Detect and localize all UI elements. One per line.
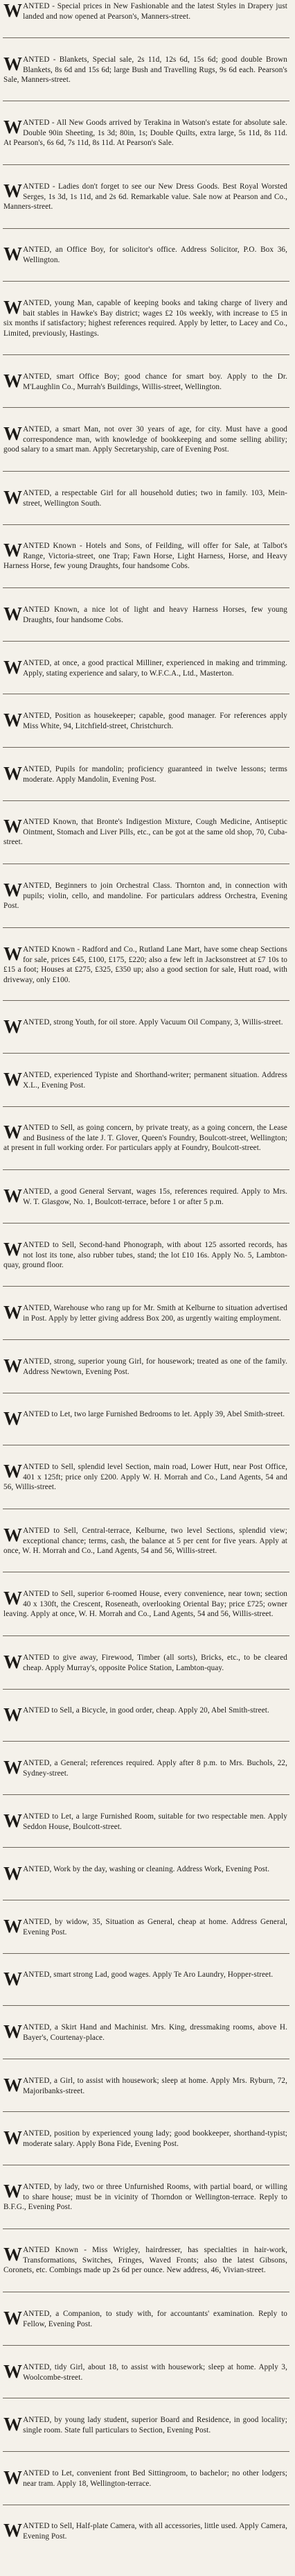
- column-rule: [3, 1847, 289, 1848]
- classified-ad: [3, 245, 287, 265]
- drop-initial: W: [3, 1653, 23, 1672]
- classified-ad: [3, 541, 287, 572]
- classified-ad: [3, 605, 287, 625]
- ad-text: ANTED, strong Youth, for oil store. Apply Vacuum Oil Company, 3, Willis-street.: [23, 1018, 283, 1027]
- ad-text: ANTED, a Skirt Hand and Machinist. Mrs. King, dressmaking rooms, above H. Bayer's, Courtenay-place.: [23, 2023, 287, 2042]
- drop-initial: W: [3, 1812, 23, 1831]
- drop-initial: W: [3, 245, 23, 264]
- ad-text: ANTED Known, a nice lot of light and heavy Harness Horses, few young Draughts, four handsome Cobs.: [23, 606, 287, 624]
- classified-ad: [3, 1409, 287, 1426]
- ad-text: ANTED - Special prices in New Fashionable and the latest Styles in Drapery just landed and now opened at Pearson's, Manners-street.: [23, 2, 287, 21]
- classified-ad: [3, 945, 287, 985]
- classified-ad: [3, 881, 287, 911]
- classified-ad: [3, 1070, 287, 1090]
- ad-text: ANTED to Let, two large Furnished Bedrooms to let. Apply 39, Abel Smith-street.: [23, 1410, 285, 1418]
- ad-text: ANTED - Ladies don't forget to see our New Dress Goods. Best Royal Worsted Serges, 1s 3d, 1s 11d, and 2s 6d. Remarkable value. Sale now at Pearson and Co., Manners-street.: [3, 182, 287, 212]
- drop-initial: W: [3, 1409, 23, 1426]
- column-rule: [3, 1741, 289, 1742]
- drop-initial: W: [3, 1706, 23, 1722]
- column-rule: [3, 281, 289, 282]
- classified-ad: [3, 1303, 287, 1323]
- ad-text: ANTED, young Man, capable of keeping books and taking charge of livery and bait stables in Hawke's Bay district; wages £2 10s weekly, with increase to £5 in six months if satisfactory; highest references required. Apply by letter, to Lacey and Co., Limited, previously, Hastings.: [3, 299, 287, 338]
- column-rule: [3, 2345, 289, 2346]
- classified-ad: [3, 1017, 287, 1034]
- classified-ad: [3, 2468, 287, 2489]
- classified-ad: [3, 658, 287, 678]
- ad-text: ANTED, Work by the day, washing or cleaning. Address Work, Evening Post.: [23, 1865, 270, 1873]
- drop-initial: W: [3, 764, 23, 784]
- drop-initial: W: [3, 1303, 23, 1323]
- drop-initial: W: [3, 658, 23, 678]
- ad-text: ANTED, smart strong Lad, good wages. Apply Te Aro Laundry, Hopper-street.: [23, 1970, 274, 1979]
- classified-ad: [3, 1812, 287, 1832]
- drop-initial: W: [3, 1917, 23, 1937]
- column-rule: [3, 2005, 289, 2006]
- ad-text: ANTED to Sell, superior 6-roomed House, every convenience, near town; section 40 x 130ft, the Crescent, Roseneath, overlooking Oriental Bay; price £725; owner leaving. Apply at once, W. H. Morrah and Co., Land Agents, 54 and 56, Willis-street.: [3, 1590, 287, 1619]
- classified-ad: [3, 2309, 287, 2329]
- classified-ad: [3, 298, 287, 338]
- ad-text: ANTED, position by experienced young lady; good bookkeeper, shorthand-typist; moderate salary. Apply Bona Fide, Evening Post.: [23, 2129, 287, 2148]
- classified-ad: [3, 2362, 287, 2382]
- classified-ad: [3, 2129, 287, 2149]
- drop-initial: W: [3, 55, 23, 74]
- drop-initial: W: [3, 1758, 23, 1778]
- column-rule: [3, 1794, 289, 1795]
- ad-text: ANTED Known - Hotels and Sons, of Feilding, will offer for Sale, at Talbot's Range, Victoria-street, one Trap; Fawn Horse, Light Harness, Horse, and Heavy Harness Horse, few young Draughts, four handsome Cobs.: [3, 542, 287, 571]
- column-rule: [3, 1000, 289, 1001]
- classified-ad: [3, 1526, 287, 1556]
- ad-text: ANTED, by widow, 35, Situation as General, cheap at home. Address General, Evening Post.: [23, 1918, 287, 1937]
- classified-ad: [3, 2521, 287, 2541]
- classified-ad: [3, 182, 287, 212]
- ad-text: ANTED, Pupils for mandolin; proficiency guaranteed in twelve lessons; terms moderate. Apply Mandolin, Evening Post.: [23, 765, 287, 784]
- ad-text: ANTED to Let, a large Furnished Room, suitable for two respectable men. Apply Seddon House, Boulcott-street.: [23, 1812, 287, 1831]
- ad-text: ANTED to Sell, as going concern, by private treaty, as a going concern, the Lease and Business of the late J. T. Glover, Queen's Foundry, Boulcott-street, Wellington; at present in full working order. For particulars apply at Foundry, Boulcott-street.: [3, 1124, 287, 1153]
- classified-ad: [3, 1970, 287, 1986]
- drop-initial: W: [3, 372, 23, 391]
- column-rule: [3, 1053, 289, 1054]
- drop-initial: W: [3, 541, 23, 560]
- drop-initial: W: [3, 118, 23, 137]
- ad-text: ANTED - Blankets, Special sale, 2s 11d, 12s 6d, 15s 6d; good double Brown Blankets, 8s 6d and 15s 6d; large Bush and Travelling Rugs, 9s 6d each. Pearson's Sale, Manners-street.: [3, 55, 287, 85]
- column-rule: [3, 228, 289, 229]
- drop-initial: W: [3, 605, 23, 624]
- classified-ad: [3, 2415, 287, 2435]
- ad-text: ANTED to Sell, Second-hand Phonograph, with about 125 assorted records, has not lost its tone, also rubber tubes, stand; the lot £10 16s. Apply No. 5, Lambton-quay, ground floor.: [3, 1241, 287, 1270]
- column-rule: [3, 164, 289, 165]
- ad-text: ANTED to Sell, splendid level Section, main road, Lower Hutt, near Post Office, 401 x 125ft; price only £200. Apply W. H. Morrah and Co., Land Agents, 54 and 56, Willis-street.: [3, 1463, 287, 1492]
- drop-initial: W: [3, 2521, 23, 2541]
- column-rule: [3, 2451, 289, 2452]
- drop-initial: W: [3, 488, 23, 508]
- classified-ad: [3, 424, 287, 455]
- column-rule: [3, 800, 289, 801]
- ad-text: ANTED Known, that Bronte's Indigestion Mixture, Cough Medicine, Antiseptic Ointment, Stomach and Liver Pills, etc., can be got at the same old shop, 70, Cuba-street.: [3, 818, 287, 847]
- drop-initial: W: [3, 2362, 23, 2382]
- drop-initial: W: [3, 2468, 23, 2488]
- drop-initial: W: [3, 2415, 23, 2435]
- column-rule: [3, 587, 289, 588]
- classified-ad: [3, 118, 287, 148]
- column-rule: [3, 927, 289, 928]
- drop-initial: W: [3, 881, 23, 900]
- drop-initial: W: [3, 424, 23, 444]
- drop-initial: W: [3, 2129, 23, 2148]
- classified-ad: [3, 2023, 287, 2043]
- ad-text: ANTED, by young lady student, superior Board and Residence, in good locality; single room. State full particulars to Section, Evening Post.: [23, 2416, 287, 2435]
- classified-ad: [3, 1758, 287, 1778]
- classified-ad: [3, 1917, 287, 1937]
- drop-initial: W: [3, 298, 23, 318]
- ad-text: ANTED, tidy Girl, about 18, to assist with housework; sleep at home. Apply 3, Woolcombe-street.: [23, 2363, 287, 2382]
- ad-text: ANTED to Let, convenient front Bed Sittingroom, to bachelor; no other lodgers; near tram. Apply 18, Wellington-terrace.: [23, 2469, 287, 2488]
- column-rule: [3, 1953, 289, 1954]
- drop-initial: W: [3, 1526, 23, 1545]
- ad-text: ANTED, an Office Boy, for solicitor's office. Address Solicitor, P.O. Box 36, Wellington.: [23, 246, 287, 264]
- ad-text: ANTED - All New Goods arrived by Terakina in Watson's estate for absolute sale. Double 90in Sheeting, 1s 3d; 80in, 1s; Double Quilts, extra large, 5s 11d, 8s 11d. At Pearson's, 6s 6d, 7s 11d, 8s 11d. At Pearson's Sale.: [3, 119, 287, 148]
- ad-text: ANTED, experienced Typiste and Shorthand-writer; permanent situation. Address X.L., Evening Post.: [23, 1071, 287, 1090]
- ad-text: ANTED to give away, Firewood, Timber (all sorts), Bricks, etc., to be cleared cheap. Apply Murray's, opposite Police Station, Lambton-quay.: [23, 1654, 287, 1672]
- ad-text: ANTED, Warehouse who rang up for Mr. Smith at Kelburne to situation advertised in Post. Apply by letter giving address Box 200, as urgently waiting employment.: [23, 1304, 287, 1323]
- classified-ad: [3, 1706, 287, 1722]
- classified-ad: [3, 1187, 287, 1207]
- ad-text: ANTED Known - Miss Wrigley, hairdresser, has specialties in hair-work, Transformations, Switches, Fringes, Waved Fronts; also the latest Gibsons, Coronets, etc. Combings made up 2s 6d per ounce. New address, 46, Vivian-street.: [3, 2246, 287, 2275]
- column-rule: [3, 747, 289, 748]
- drop-initial: W: [3, 1864, 23, 1881]
- ad-text: ANTED to Sell, Central-terrace, Kelburne, two level Sections, splendid view; exceptional chance; terms, cash, the balance at 5 per cent for five years. Apply at once, W. H. Morrah and Co., Land Agents, 54 and 56, Willis-street.: [3, 1527, 287, 1556]
- classified-ad: [3, 1240, 287, 1271]
- classified-ad: [3, 1462, 287, 1493]
- classified-ad: [3, 711, 287, 731]
- column-rule: [3, 641, 289, 642]
- drop-initial: W: [3, 1187, 23, 1206]
- drop-initial: W: [3, 1123, 23, 1142]
- column-rule: [3, 407, 289, 408]
- ad-text: ANTED, Position as housekeeper; capable, good manager. For references apply Miss White, 94, Litchfield-street, Christchurch.: [23, 712, 287, 730]
- drop-initial: W: [3, 711, 23, 730]
- drop-initial: W: [3, 2245, 23, 2265]
- drop-initial: W: [3, 2023, 23, 2042]
- column-rule: [3, 1689, 289, 1690]
- ad-text: ANTED, a smart Man, not over 30 years of age, for city. Must have a good correspondence man, with knowledge of bookkeeping and some selling ability; good salary to a smart man. Apply Secretaryship, care of Evening Post.: [3, 425, 287, 454]
- ad-text: ANTED to Sell, a Bicycle, in good order, cheap. Apply 20, Abel Smith-street.: [23, 1706, 269, 1715]
- drop-initial: W: [3, 1970, 23, 1986]
- drop-initial: W: [3, 1070, 23, 1090]
- classified-ad: [3, 2182, 287, 2213]
- ad-text: ANTED, strong, superior young Girl, for housework; treated as one of the family. Address Newtown, Evening Post.: [23, 1357, 287, 1376]
- drop-initial: W: [3, 1017, 23, 1034]
- classified-ad: [3, 1, 287, 22]
- classified-ad: [3, 2076, 287, 2096]
- classified-ad: [3, 1864, 287, 1881]
- column-rule: [3, 37, 289, 38]
- classified-ad: [3, 817, 287, 848]
- drop-initial: W: [3, 1589, 23, 1608]
- classified-ad: [3, 1653, 287, 1673]
- column-rule: [3, 524, 289, 525]
- column-rule: [3, 1339, 289, 1340]
- classified-ad: [3, 55, 287, 85]
- ad-text: ANTED, a Companion, to study with, for accountants' examination. Reply to Fellow, Evening Post.: [23, 2310, 287, 2328]
- classified-ad: [3, 764, 287, 784]
- classified-ad: [3, 1123, 287, 1153]
- ad-text: ANTED, Beginners to join Orchestral Class. Thornton and, in connection with pupils; violin, cello, and mandoline. For particulars address Orchestra, Evening Post.: [3, 882, 287, 911]
- ad-text: ANTED Known - Radford and Co., Rutland Lane Mart, have some cheap Sections for sale, prices £45, £100, £175, £220; also a few left in Jacksonstreet at £7 10s to £15 a foot; Houses at £275, £325, £350 up; also a good section for sale, Hutt road, with driveway, only £100.: [3, 945, 287, 984]
- classified-ad: [3, 1357, 287, 1377]
- drop-initial: W: [3, 2182, 23, 2201]
- drop-initial: W: [3, 817, 23, 836]
- column-rule: [3, 1635, 289, 1636]
- ad-text: ANTED, at once, a good practical Milliner, experienced in making and trimming. Apply, stating experience and salary, to W.F.C.A., Ltd., Masterton.: [23, 659, 287, 678]
- classified-ad: [3, 1589, 287, 1620]
- ad-text: ANTED, a General; references required. Apply after 8 p.m. to Mrs. Buchols, 22, Sydney-street.: [23, 1759, 287, 1778]
- ad-text: ANTED, a respectable Girl for all household duties; two in family. 103, Mein-street, Wellington South.: [23, 489, 287, 508]
- column-rule: [3, 2111, 289, 2112]
- drop-initial: W: [3, 1462, 23, 1482]
- drop-initial: W: [3, 1240, 23, 1260]
- column-rule: [3, 1286, 289, 1287]
- ad-text: ANTED to Sell, Half-plate Camera, with all accessories, little used. Apply Camera, Evening Post.: [23, 2522, 287, 2541]
- classified-ad: [3, 372, 287, 392]
- drop-initial: W: [3, 945, 23, 964]
- column-rule: [3, 1106, 289, 1107]
- drop-initial: W: [3, 182, 23, 201]
- classified-ad: [3, 488, 287, 508]
- drop-initial: W: [3, 1357, 23, 1376]
- ad-text: ANTED, a Girl, to assist with housework; sleep at home. Apply Mrs. Ryburn, 72, Majoribanks-street.: [23, 2077, 287, 2095]
- column-rule: [3, 1169, 289, 1170]
- drop-initial: W: [3, 2309, 23, 2328]
- drop-initial: W: [3, 1, 23, 21]
- column-rule: [3, 471, 289, 472]
- ad-text: ANTED, by lady, two or three Unfurnished Rooms, with partial board, or willing to share house; must be in vicinity of Thorndon or Wellington-terrace. Reply to B.F.G., Evening Post.: [3, 2183, 287, 2212]
- ad-text: ANTED, smart Office Boy; good chance for smart boy. Apply to the Dr. M'Laughlin Co., Murrah's Buildings, Willis-street, Wellington.: [23, 372, 287, 391]
- column-rule: [3, 354, 289, 355]
- classified-ad: [3, 2245, 287, 2276]
- drop-initial: W: [3, 2076, 23, 2095]
- ad-text: ANTED, a good General Servant, wages 15s, references required. Apply to Mrs. W. T. Glasgow, No. 1, Boulcott-terrace, before 1 or after 5 p.m.: [23, 1187, 287, 1206]
